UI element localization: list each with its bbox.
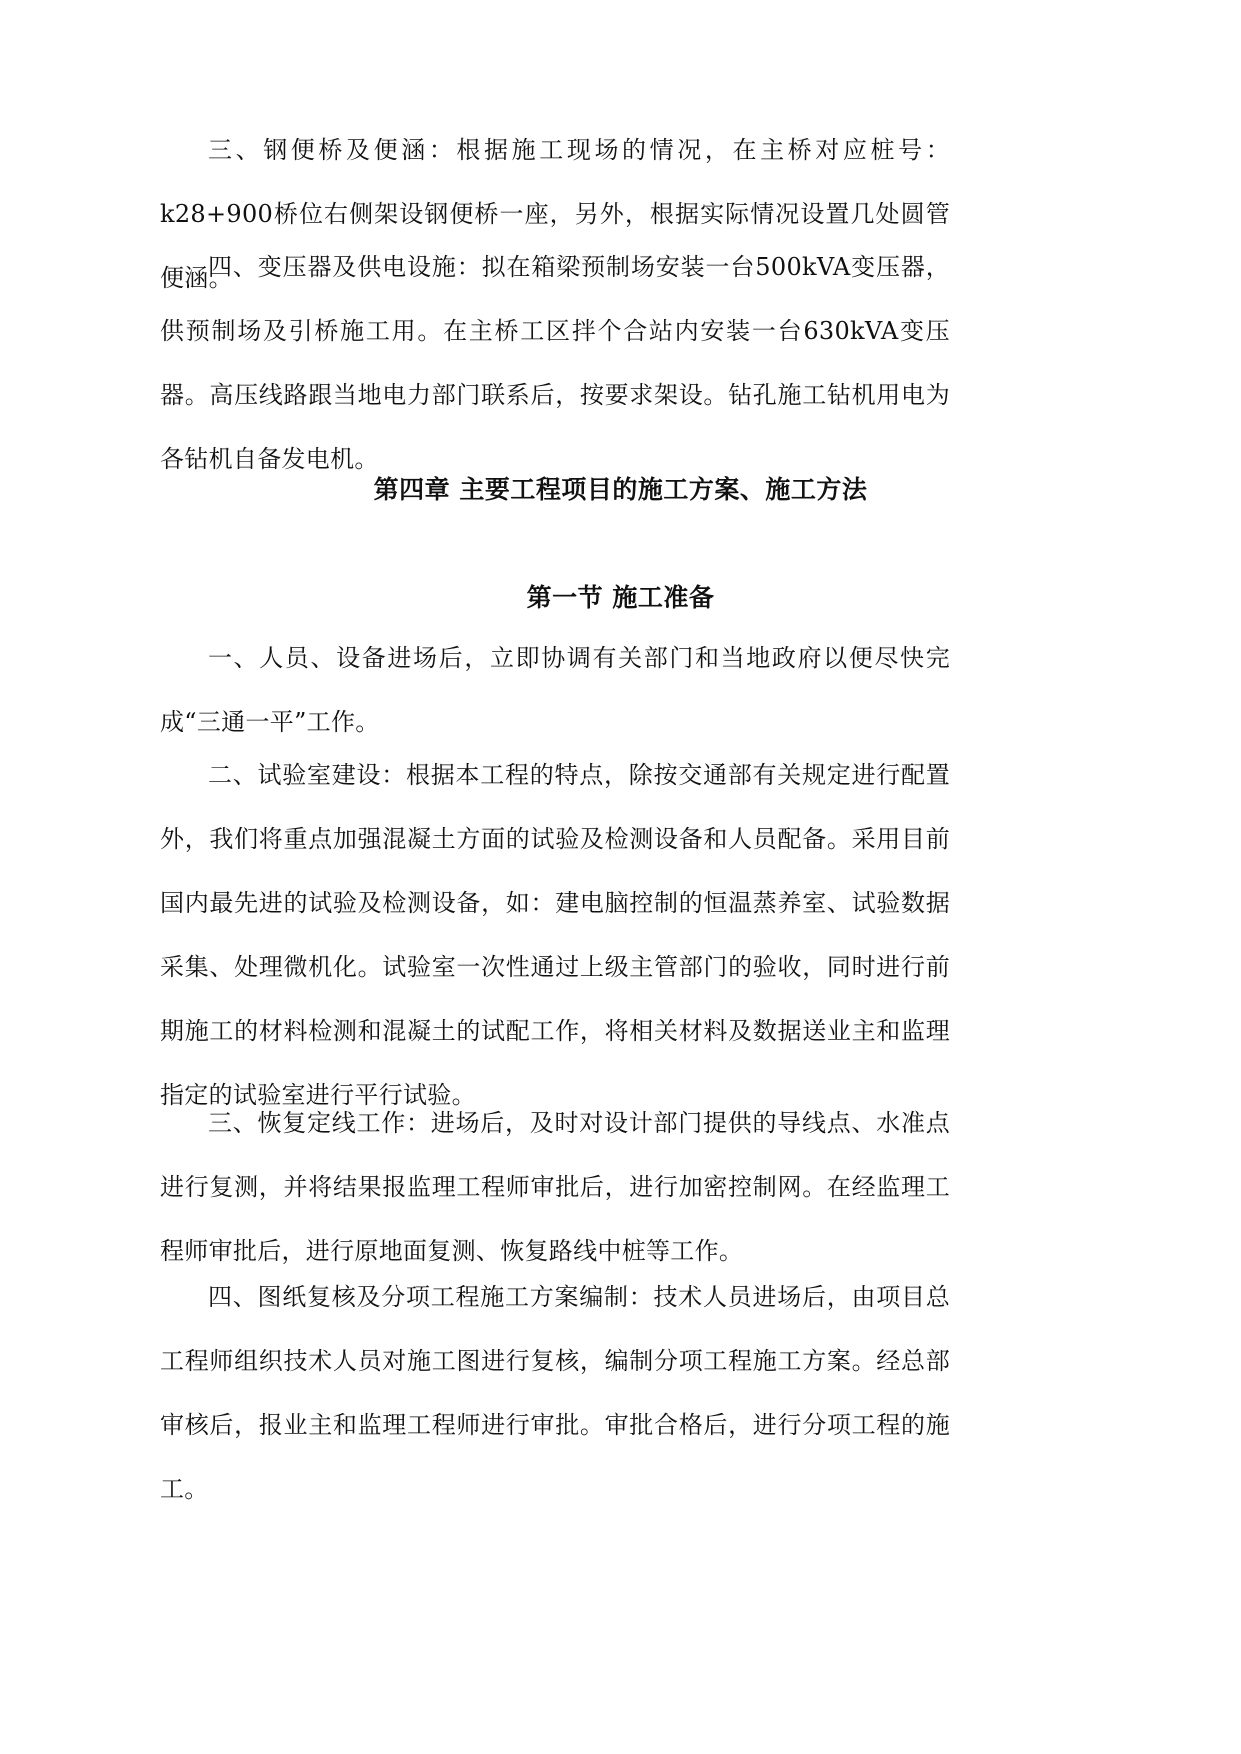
- section-title: 第一节 施工准备: [526, 583, 715, 612]
- paragraph-personnel: 一、人员、设备进场后，立即协调有关部门和当地政府以便尽快完成“三通一平”工作。: [160, 644, 950, 736]
- paragraph-transformer: 四、变压器及供电设施：拟在箱梁预制场安装一台500kVA变压器，供预制场及引桥施工用。在主桥工区拌个合站内安装一台630kVA变压器。高压线路跟当地电力部门联系后，按要求架设。钻孔施工钻机用电为各钻机自备发电机。: [160, 253, 950, 473]
- chapter-title: 第四章 主要工程项目的施工方案、施工方法: [373, 475, 868, 504]
- paragraph-survey: 三、恢复定线工作：进场后，及时对设计部门提供的导线点、水准点进行复测，并将结果报监理工程师审批后，进行加密控制网。在经监理工程师审批后，进行原地面复测、恢复路线中桩等工作。: [160, 1109, 950, 1265]
- paragraph-drawings: 四、图纸复核及分项工程施工方案编制：技术人员进场后，由项目总工程师组织技术人员对施工图进行复核，编制分项工程施工方案。经总部审核后，报业主和监理工程师进行审批。审批合格后，进行分项工程的施工。: [160, 1283, 950, 1503]
- paragraph-steel-bridge: 三、钢便桥及便涵：根据施工现场的情况，在主桥对应桩号：k28+900桥位右侧架设钢便桥一座，另外，根据实际情况设置几处圆管便涵。: [160, 136, 950, 292]
- paragraph-laboratory: 二、试验室建设：根据本工程的特点，除按交通部有关规定进行配置外，我们将重点加强混凝土方面的试验及检测设备和人员配备。采用目前国内最先进的试验及检测设备，如：建电脑控制的恒温蒸养室、试验数据采集、处理微机化。试验室一次性通过上级主管部门的验收，同时进行前期施工的材料检测和混凝土的试配工作，将相关材料及数据送业主和监理指定的试验室进行平行试验。: [160, 761, 950, 1109]
